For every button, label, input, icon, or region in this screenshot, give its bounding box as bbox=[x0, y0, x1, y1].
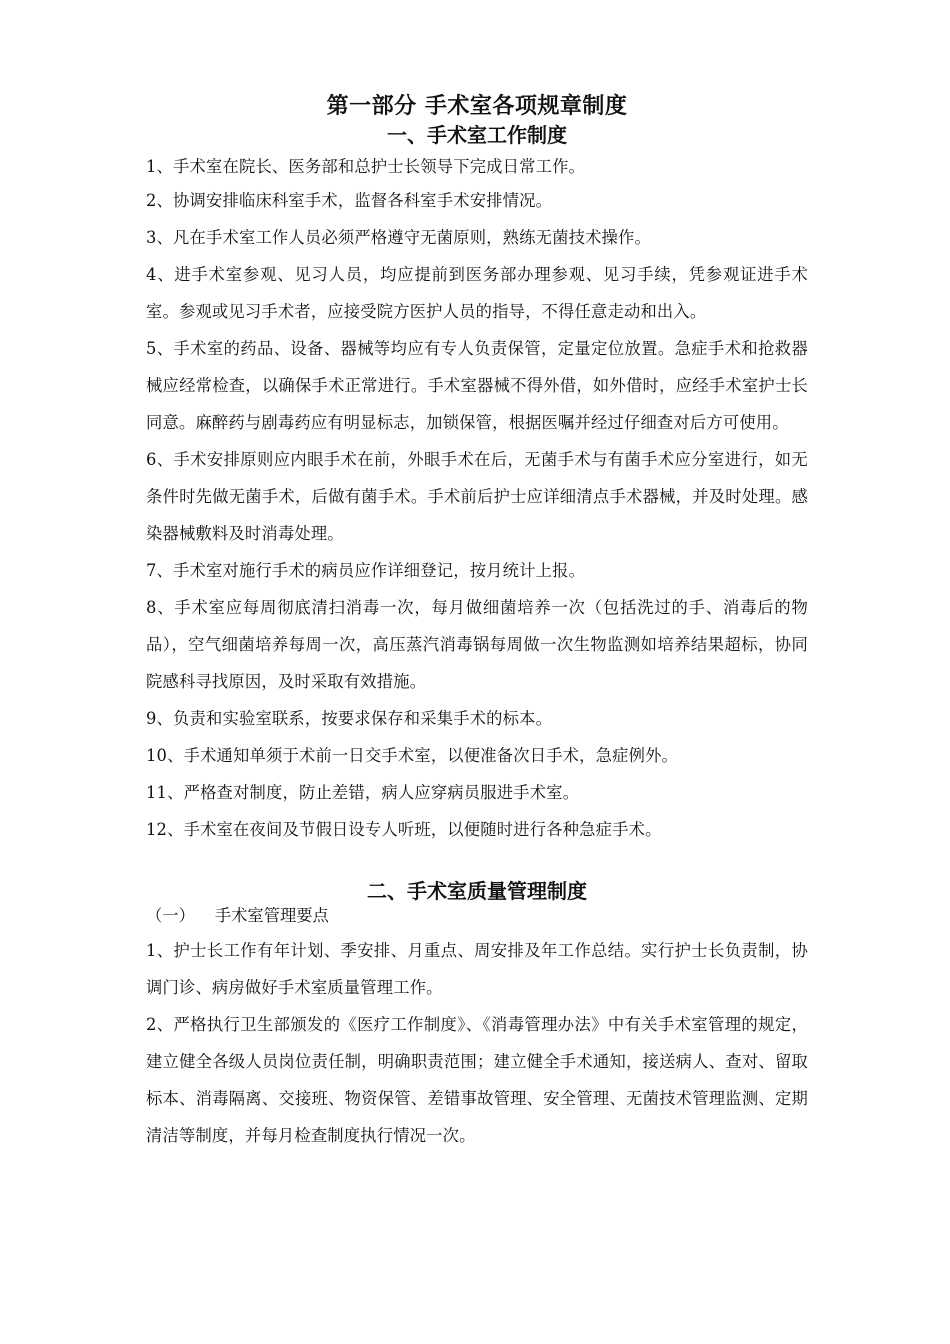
section2-title: 二、手术室质量管理制度 bbox=[367, 879, 587, 903]
section1-item-2: 2、协调安排临床科室手术，监督各科室手术安排情况。 bbox=[146, 191, 553, 210]
subhead-number: （一） bbox=[146, 906, 195, 925]
section1-item-4: 4、进手术室参观、见习人员，均应提前到医务部办理参观、见习手续，凭参观证进手术室。参观或见习手术者，应接受院方医护人员的指导，不得任意走动和出入。 bbox=[146, 265, 808, 321]
section1-item-3: 3、凡在手术室工作人员必须严格遵守无菌原则，熟练无菌技术操作。 bbox=[146, 228, 651, 247]
document-page bbox=[146, 92, 808, 1154]
section1-item-7: 7、手术室对施行手术的病员应作详细登记，按月统计上报。 bbox=[146, 561, 586, 580]
section2-subhead bbox=[146, 904, 808, 928]
section1-item-5: 5、手术室的药品、设备、器械等均应有专人负责保管，定量定位放置。急症手术和抢救器械应经常检查，以确保手术正常进行。手术室器械不得外借，如外借时，应经手术室护士长同意。麻醉药与剧毒药应有明显标志，加锁保管，根据医嘱并经过仔细查对后方可使用。 bbox=[146, 339, 808, 432]
section2-item-1: 1、护士长工作有年计划、季安排、月重点、周安排及年工作总结。实行护士长负责制，协调门诊、病房做好手术室质量管理工作。 bbox=[146, 941, 808, 997]
section1-item-6: 6、手术安排原则应内眼手术在前，外眼手术在后，无菌手术与有菌手术应分室进行，如无条件时先做无菌手术，后做有菌手术。手术前后护士应详细清点手术器械，并及时处理。感染器械敷料及时消毒处理。 bbox=[146, 450, 808, 543]
subhead-text: 手术室管理要点 bbox=[214, 906, 329, 925]
section1-item-10: 10、手术通知单须于术前一日交手术室，以便准备次日手术，急症例外。 bbox=[146, 746, 679, 765]
document-title: 第一部分 手术室各项规章制度 bbox=[326, 94, 628, 119]
section1-title: 一、手术室工作制度 bbox=[387, 123, 567, 147]
section1-item-9: 9、负责和实验室联系，按要求保存和采集手术的标本。 bbox=[146, 709, 553, 728]
section1-item-8: 8、手术室应每周彻底清扫消毒一次，每月做细菌培养一次（包括洗过的手、消毒后的物品），空气细菌培养每周一次，高压蒸汽消毒锅每周做一次生物监测如培养结果超标，协同院感科寻找原因，及时采取有效措施。 bbox=[146, 598, 808, 691]
section1-item-12: 12、手术室在夜间及节假日设专人听班，以便随时进行各种急症手术。 bbox=[146, 820, 662, 839]
section1-item-1: 1、手术室在院长、医务部和总护士长领导下完成日常工作。 bbox=[146, 157, 586, 176]
section2-item-2: 2、严格执行卫生部颁发的《医疗工作制度》、《消毒管理办法》中有关手术室管理的规定，建立健全各级人员岗位责任制，明确职责范围；建立健全手术通知，接送病人、查对、留取标本、消毒隔离、交接班、物资保管、差错事故管理、安全管理、无菌技术管理监测、定期清洁等制度，并每月检查制度执行情况一次。 bbox=[146, 1015, 808, 1145]
section1-item-11: 11、严格查对制度，防止差错，病人应穿病员服进手术室。 bbox=[146, 783, 580, 802]
